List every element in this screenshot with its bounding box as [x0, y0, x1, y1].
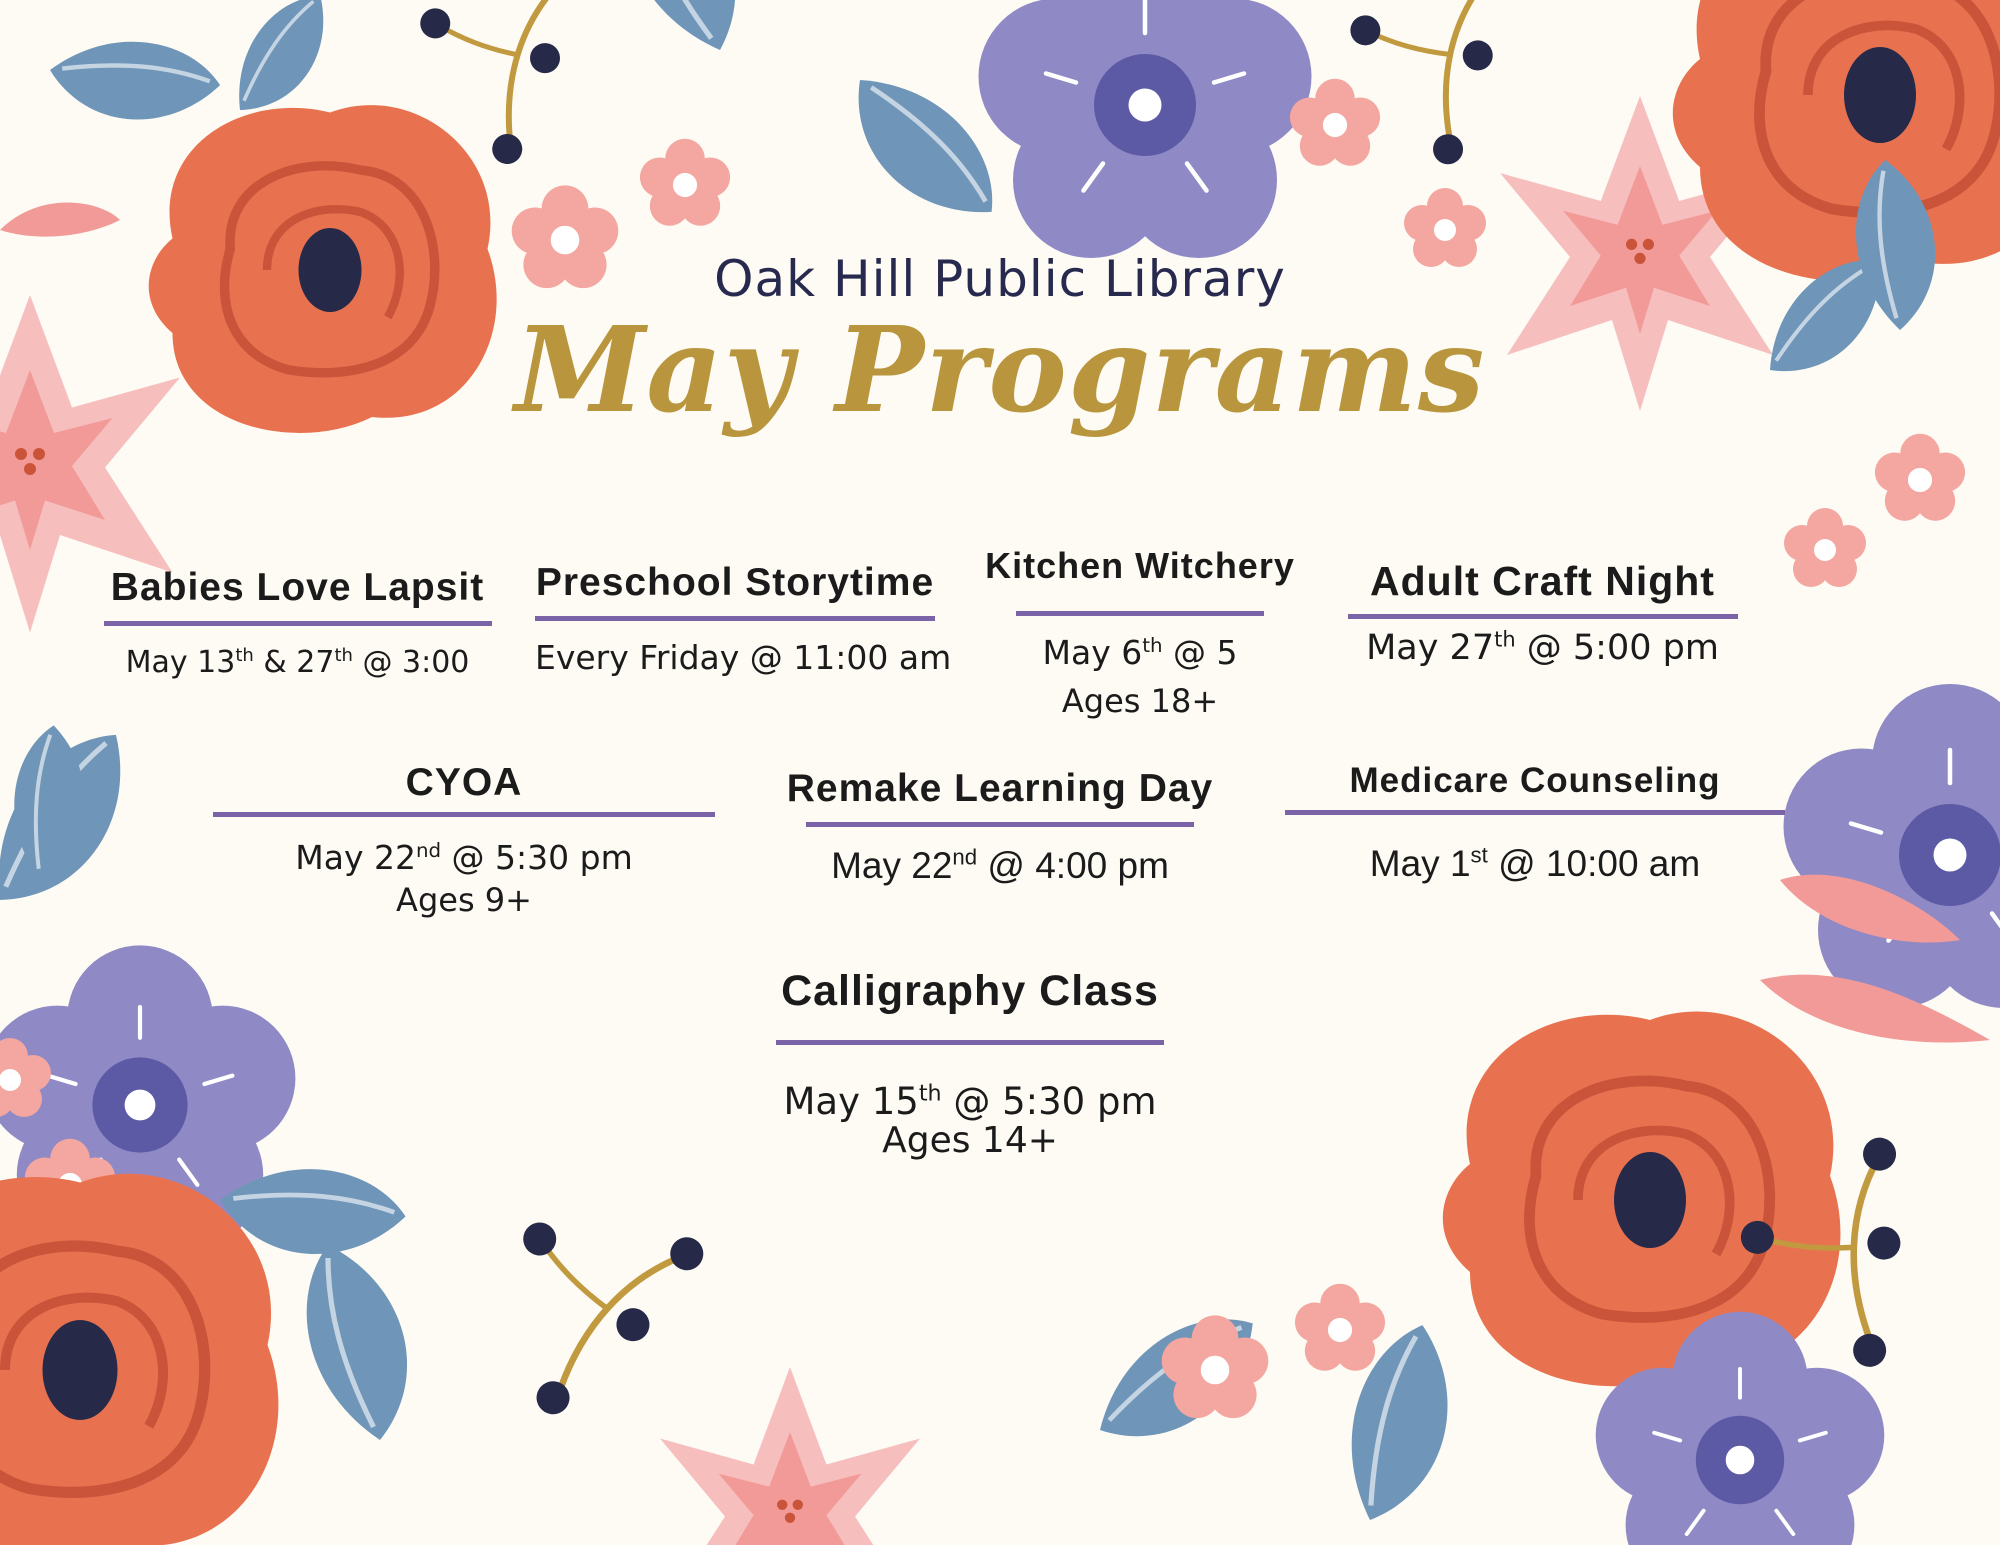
- event-name: Babies Love Lapsit: [110, 566, 485, 609]
- event-date: May 27th @ 5:00 pm: [1366, 627, 1719, 668]
- event-name: Kitchen Witchery: [985, 545, 1295, 586]
- event-kitchen-witchery: [975, 543, 1305, 722]
- event-calligraphy-class: [770, 968, 1170, 1159]
- event-title: May Programs: [514, 300, 1486, 439]
- event-name: Remake Learning Day: [786, 767, 1214, 810]
- divider: [1016, 611, 1264, 616]
- event-date: May 15th @ 5:30 pm: [783, 1080, 1157, 1123]
- divider: [806, 822, 1194, 827]
- divider: [1285, 810, 1785, 815]
- event-medicare-counseling: [1285, 758, 1785, 885]
- event-name: Adult Craft Night: [1370, 558, 1715, 604]
- event-preschool-storytime: [535, 560, 952, 679]
- event-adult-craft-night: [1345, 558, 1740, 669]
- event-babies-love-lapsit: [100, 565, 495, 684]
- divider: [535, 616, 935, 621]
- event-date: May 22nd @ 4:00 pm: [831, 844, 1169, 886]
- event-date: May 22nd @ 5:30 pm: [295, 838, 633, 877]
- event-name: Medicare Counseling: [1349, 761, 1721, 800]
- event-name: Preschool Storytime: [535, 561, 935, 604]
- divider: [213, 812, 715, 817]
- divider: [104, 621, 492, 626]
- event-date: Every Friday @ 11:00 am: [535, 638, 952, 677]
- event-cyoa: [213, 760, 715, 921]
- event-ages: Ages 9+: [396, 881, 532, 919]
- event-date: May 6th @ 5: [1042, 633, 1238, 672]
- event-name: Calligraphy Class: [781, 967, 1159, 1015]
- divider: [776, 1040, 1164, 1045]
- event-name: CYOA: [405, 761, 523, 804]
- library-name: Oak Hill Public Library: [714, 250, 1286, 308]
- event-date: May 13th & 27th @ 3:00: [125, 645, 470, 680]
- event-ages: Ages 18+: [1061, 682, 1219, 720]
- event-date: May 1st @ 10:00 am: [1369, 842, 1701, 884]
- event-remake-learning-day: [775, 766, 1225, 887]
- event-ages: Ages 14+: [882, 1120, 1058, 1161]
- divider: [1348, 614, 1738, 619]
